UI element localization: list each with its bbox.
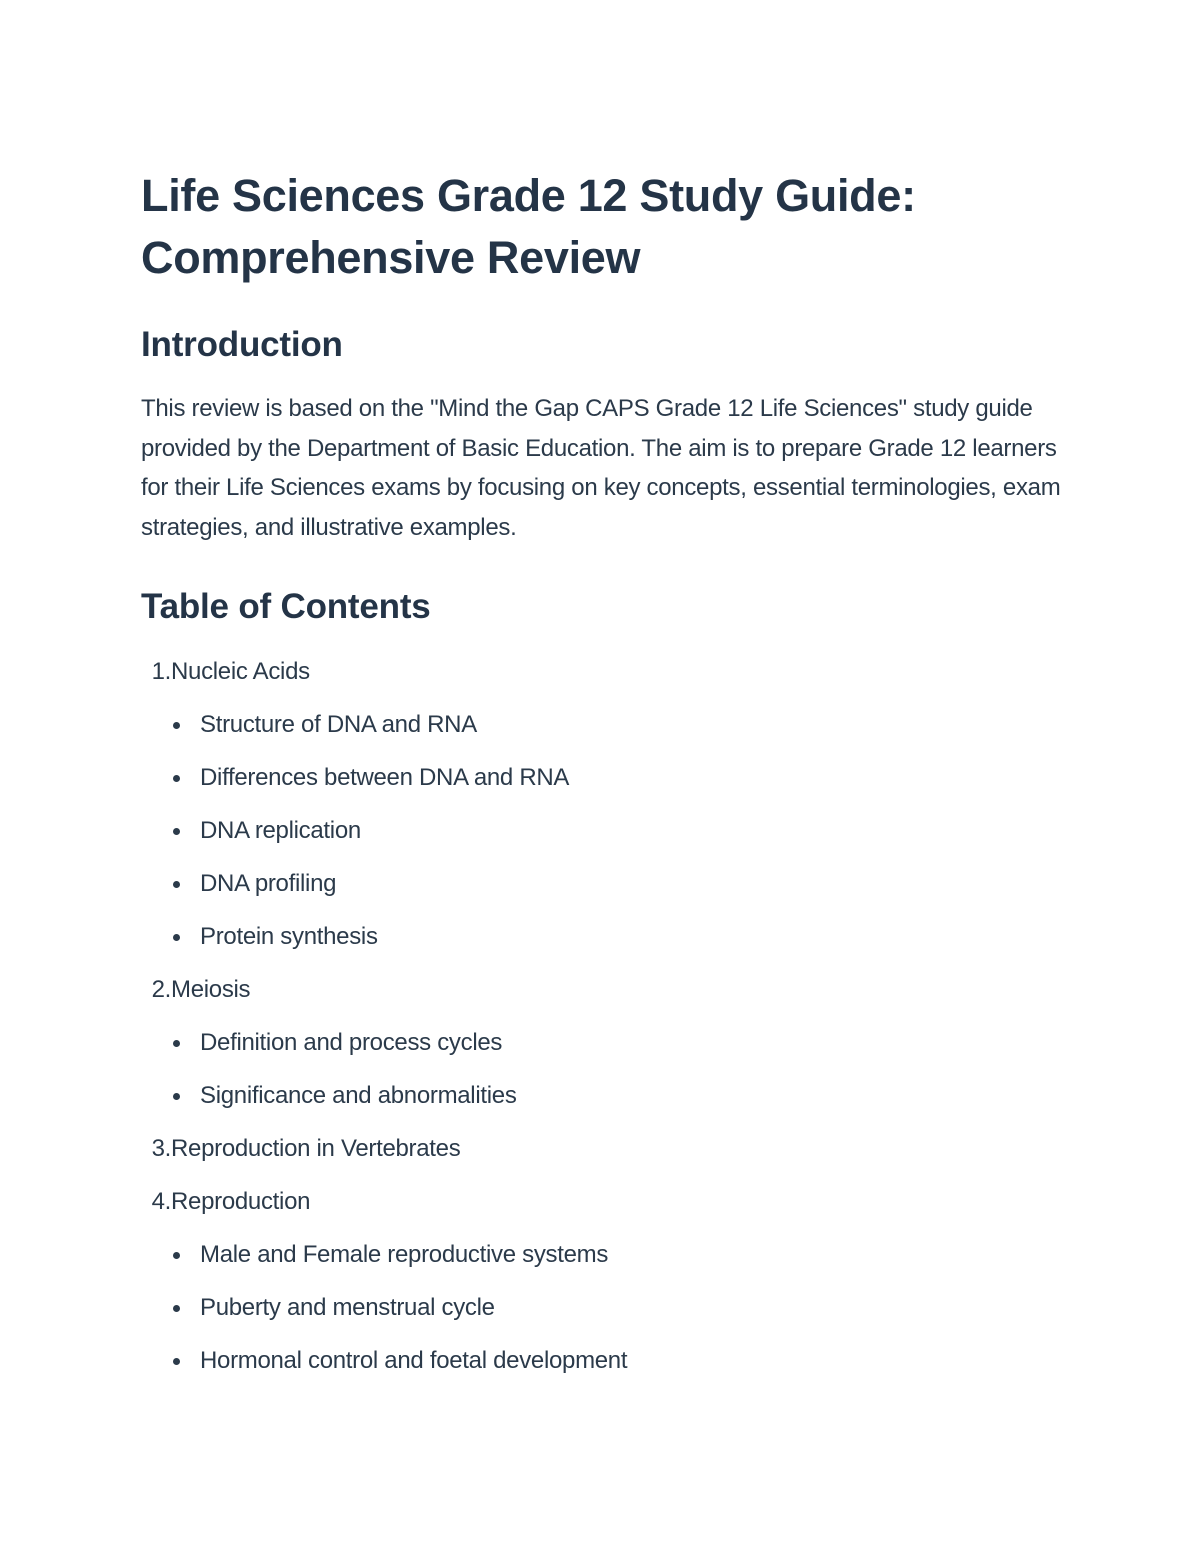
bullet-icon	[173, 828, 180, 835]
toc-subitem-label: Definition and process cycles	[200, 1029, 503, 1056]
toc-sublist	[141, 708, 1071, 954]
toc-subitem	[141, 814, 1071, 848]
toc-subitem	[141, 1079, 1071, 1113]
toc-subitem	[141, 1344, 1071, 1378]
toc-subitem	[141, 1026, 1071, 1060]
toc-subitem-label: Puberty and menstrual cycle	[200, 1294, 495, 1321]
bullet-icon	[173, 1358, 180, 1365]
toc-subitem-label: Differences between DNA and RNA	[200, 764, 570, 791]
introduction-paragraph: This review is based on the "Mind the Gap CAPS Grade 12 Life Sciences" study guide provided by the Department of Basic Education. The aim is to prepare Grade 12 learners for their Life Sciences exams by focusing on key concepts, essential terminologies, exam strategies, and illustrative examples.	[141, 395, 1061, 541]
bullet-icon	[173, 775, 180, 782]
bullet-icon	[173, 1305, 180, 1312]
toc-sublist	[141, 1238, 1071, 1378]
toc-item-row	[141, 655, 1071, 689]
toc-subitem	[141, 920, 1071, 954]
toc-subitem-label: Hormonal control and foetal development	[200, 1347, 628, 1374]
toc-heading: Table of Contents	[141, 587, 431, 626]
toc-item-reproduction	[141, 1185, 1071, 1378]
toc-subitem	[141, 1291, 1071, 1325]
toc-item-number: 3.	[151, 1135, 171, 1162]
toc-sublist	[141, 1026, 1071, 1113]
toc-item-label: Nucleic Acids	[171, 658, 310, 685]
bullet-icon	[173, 1252, 180, 1259]
toc-subitem-label: DNA replication	[200, 817, 361, 844]
toc-subitem	[141, 708, 1071, 742]
bullet-icon	[173, 934, 180, 941]
toc-item-label: Meiosis	[171, 976, 251, 1003]
introduction-heading: Introduction	[141, 325, 343, 364]
toc-item-number: 1.	[151, 658, 171, 685]
toc-item-number: 4.	[151, 1188, 171, 1215]
bullet-icon	[173, 1093, 180, 1100]
toc-item-label: Reproduction	[171, 1188, 311, 1215]
toc-subitem-label: Structure of DNA and RNA	[200, 711, 477, 738]
toc-item-row	[141, 1185, 1071, 1219]
toc-subitem-label: Protein synthesis	[200, 923, 378, 950]
toc-item-nucleic-acids	[141, 655, 1071, 954]
toc-subitem	[141, 1238, 1071, 1272]
toc-item-reproduction-vertebrates	[141, 1132, 1071, 1166]
toc-subitem	[141, 761, 1071, 795]
toc-item-label: Reproduction in Vertebrates	[171, 1135, 461, 1162]
bullet-icon	[173, 1040, 180, 1047]
toc-subitem-label: Male and Female reproductive systems	[200, 1241, 609, 1268]
toc-item-row	[141, 973, 1071, 1007]
bullet-icon	[173, 881, 180, 888]
document-title: Life Sciences Grade 12 Study Guide: Comprehensive Review	[141, 170, 916, 283]
toc-subitem-label: Significance and abnormalities	[200, 1082, 517, 1109]
toc-item-meiosis	[141, 973, 1071, 1113]
toc-item-number: 2.	[151, 976, 171, 1003]
document-page	[141, 165, 1071, 1397]
toc-list	[141, 655, 1071, 1378]
bullet-icon	[173, 722, 180, 729]
toc-item-row	[141, 1132, 1071, 1166]
toc-subitem	[141, 867, 1071, 901]
toc-subitem-label: DNA profiling	[200, 870, 337, 897]
